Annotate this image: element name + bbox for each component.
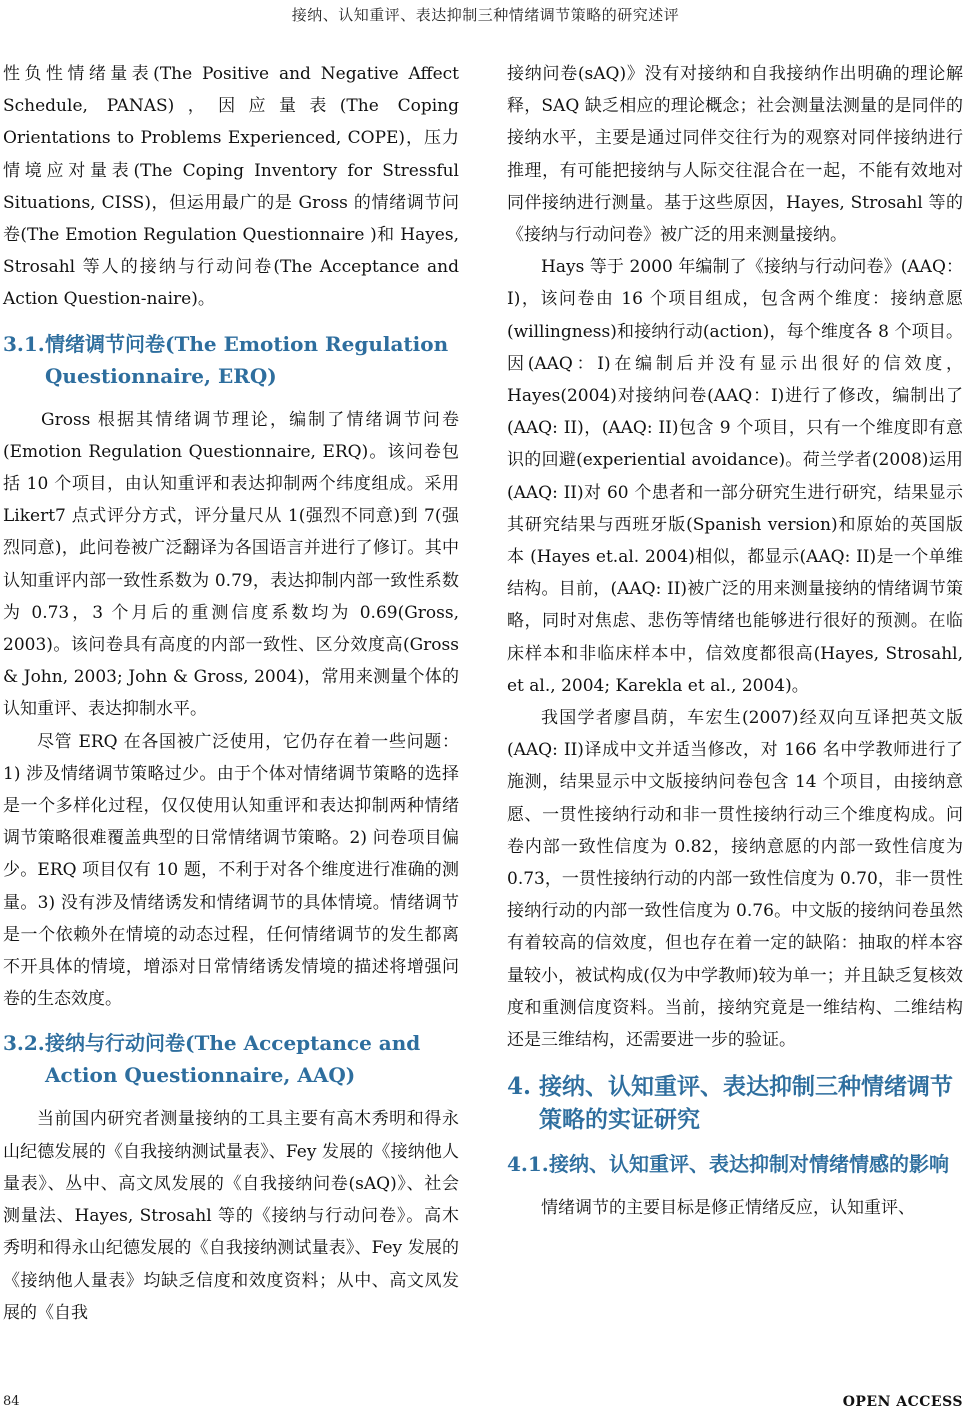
section-title: 情绪调节问卷(The Emotion Regulation Questionnaire, ERQ) <box>45 331 449 388</box>
paragraph: 性负性情绪量表(The Positive and Negative Affect Schedule, PANAS)，因应量表(The Coping Orientations to Problems Experienced, COPE)，压力情境应对量表(The Coping Inventory for Stressful Situations, CISS)，但运用最广的是 Gross 的情绪调节问卷(The Emotion Regulation Questionnaire )和 Hayes, Strosahl 等人的接纳与行动问卷(The Acceptance and Action Question-naire)。 <box>3 64 459 310</box>
section-heading-4-1 <box>507 1148 963 1180</box>
section-heading-3-1 <box>3 328 459 392</box>
paragraph: 接纳问卷(sAQ)》没有对接纳和自我接纳作出明确的理论解释，SAQ 缺乏相应的理论概念；社会测量法测量的是同伴的接纳水平，主要是通过同伴交往行为的观察对同伴接纳进行推理，有可能把接纳与人际交往混合在一起，不能有效地对同伴接纳进行测量。基于这些原因，Hayes, Strosahl 等的《接纳与行动问卷》被广泛的用来测量接纳。 <box>507 64 963 246</box>
section-title: 接纳与行动问卷(The Acceptance and Action Questionnaire, AAQ) <box>45 1031 421 1088</box>
paragraph: 尽管 ERQ 在各国被广泛使用，它仍存在着一些问题：1) 涉及情绪调节策略过少。由于个体对情绪调节策略的选择是一个多样化过程，仅仅使用认知重评和表达抑制两种情绪调节策略很难覆盖典型的日常情绪调节策略。2) 问卷项目偏少。ERQ 项目仅有 10 题，不利于对各个维度进行准确的测量。3) 没有涉及情绪诱发和情绪调节的具体情境。情绪调节是一个依赖外在情境的动态过程，任何情绪调节的发生都离不开具体的情境，增添对日常情绪诱发情境的描述将增强问卷的生态效度。 <box>3 731 459 1010</box>
section-number: 4. <box>507 1073 532 1101</box>
section-number: 4.1. <box>507 1152 549 1177</box>
paragraph: Gross 根据其情绪调节理论，编制了情绪调节问卷(Emotion Regulation Questionnaire, ERQ)。该问卷包括 10 个项目，由认知重评和表达抑制两个纬度组成。采用 Likert7 点式评分方式，评分量尺从 1(强烈不同意)到 7(强烈同意)，此问卷被广泛翻译为各国语言并进行了修订。其中认知重评内部一致性系数为 0.79，表达抑制内部一致性系数为 0.73，3 个月后的重测信度系数均为 0.69(Gross, 2003)。该问卷具有高度的内部一致性、区分效度高(Gross & John, 2003; John & Gross, 2004)，常用来测量个体的认知重评、表达抑制水平。 <box>3 409 459 720</box>
section-heading-4 <box>507 1070 963 1136</box>
paragraph: 我国学者廖昌荫，车宏生(2007)经双向互译把英文版(AAQ: II)译成中文并适当修改，对 166 名中学教师进行了施测，结果显示中文版接纳问卷包含 14 个项目，由接纳意愿、一贯性接纳行动和非一贯性接纳行动三个维度构成。问卷内部一致性信度为 0.82，接纳意愿的内部一致性信度为 0.73，一贯性接纳行动的内部一致性信度为 0.70，非一贯性接纳行动的内部一致性信度为 0.76。中文版的接纳问卷虽然有着较高的信效度，但也存在着一定的缺陷：抽取的样本容量较小，被试构成(仅为中学教师)较为单一；并且缺乏复核效度和重测信度资料。当前，接纳究竟是一维结构、二维结构还是三维结构，还需要进一步的验证。 <box>507 708 963 1051</box>
section-title: 接纳、认知重评、表达抑制对情绪情感的影响 <box>549 1152 949 1177</box>
paragraph: 当前国内研究者测量接纳的工具主要有高木秀明和得永山纪德发展的《自我接纳测试量表》、Fey 发展的《接纳他人量表》、丛中、高文凤发展的《自我接纳问卷(sAQ)》、社会测量法、Hayes, Strosahl 等的《接纳与行动问卷》。高木秀明和得永山纪德发展的《自我接纳测试量表》、Fey 发展的《接纳他人量表》均缺乏信度和效度资料；从中、高文凤发展的《自我 <box>3 1109 459 1323</box>
page-number: 84 <box>3 1394 20 1409</box>
right-column <box>507 58 963 1225</box>
section-heading-3-2 <box>3 1027 459 1091</box>
open-access-label: OPEN ACCESS <box>842 1394 963 1410</box>
section-title: 接纳、认知重评、表达抑制三种情绪调节策略的实证研究 <box>539 1073 953 1134</box>
running-title: 接纳、认知重评、表达抑制三种情绪调节策略的研究述评 <box>291 6 680 24</box>
paragraph: Hays 等于 2000 年编制了《接纳与行动问卷》(AAQ：I)，该问卷由 16 个项目组成，包含两个维度：接纳意愿(willingness)和接纳行动(action)，每个维度各 8 个项目。因(AAQ：I)在编制后并没有显示出很好的信效度，Hayes(2004)对接纳问卷(AAQ：I)进行了修改，编制出了(AAQ: II)，(AAQ: II)包含 9 个项目，只有一个维度即有意识的回避(experiential avoidance)。荷兰学者(2008)运用(AAQ: II)对 60 个患者和一部分研究生进行研究，结果显示其研究结果与西班牙版(Spanish version)和原始的英国版本 (Hayes et.al. 2004)相似，都显示(AAQ: II)是一个单维结构。目前，(AAQ: II)被广泛的用来测量接纳的情绪调节策略，同时对焦虑、悲伤等情绪也能够进行很好的预测。在临床样本和非临床样本中，信效度都很高(Hayes, Strosahl, et al., 2004; Karekla et al., 2004)。 <box>507 257 963 696</box>
section-number: 3.1. <box>3 331 45 356</box>
paragraph: 情绪调节的主要目标是修正情绪反应，认知重评、 <box>541 1198 915 1219</box>
left-column <box>3 58 459 1329</box>
section-number: 3.2. <box>3 1031 45 1056</box>
